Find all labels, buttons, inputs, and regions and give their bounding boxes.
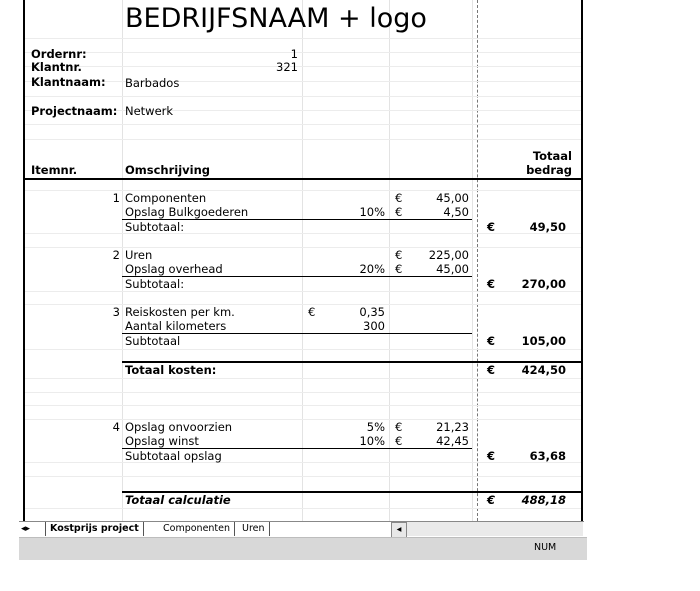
item-nr[interactable]: 2 xyxy=(112,248,120,262)
km-desc[interactable]: Aantal kilometers xyxy=(125,319,227,333)
project-value[interactable]: Netwerk xyxy=(125,104,174,118)
num-lock-indicator: NUM xyxy=(534,542,557,553)
currency-symbol: € xyxy=(395,248,403,262)
item-nr[interactable]: 1 xyxy=(112,191,120,205)
totaal-kosten-label: Totaal kosten: xyxy=(125,363,217,377)
sheet-tab-bar xyxy=(19,521,584,537)
gridline xyxy=(25,52,581,53)
opslag-pct[interactable]: 10% xyxy=(359,434,385,448)
order-label: Ordernr: xyxy=(31,47,87,61)
tab-scroll-first-icon[interactable]: ◂▸ xyxy=(21,524,31,534)
tab-componenten[interactable]: Componenten xyxy=(159,522,235,536)
subtotal-label: Subtotaal opslag xyxy=(125,449,222,463)
order-value[interactable]: 1 xyxy=(290,47,298,61)
currency-symbol: € xyxy=(308,305,316,319)
opslag-desc[interactable]: Opslag onvoorzien xyxy=(125,420,233,434)
item-nr[interactable]: 4 xyxy=(112,420,120,434)
gridline xyxy=(25,291,581,292)
gridline xyxy=(25,349,581,350)
item-desc[interactable]: Uren xyxy=(125,248,153,262)
km-value[interactable]: 300 xyxy=(363,319,385,333)
opslag-amount[interactable]: 4,50 xyxy=(443,205,469,219)
header-rule xyxy=(25,178,581,180)
gridline xyxy=(25,81,581,82)
opslag-amount[interactable]: 45,00 xyxy=(436,262,469,276)
opslag-pct[interactable]: 10% xyxy=(359,205,385,219)
currency-symbol: € xyxy=(487,449,496,463)
status-bar xyxy=(19,537,587,560)
subtotal-value[interactable]: 63,68 xyxy=(529,449,566,463)
currency-symbol: € xyxy=(487,493,496,507)
currency-symbol: € xyxy=(487,334,496,348)
gridline xyxy=(25,462,581,463)
klantnaam-value[interactable]: Barbados xyxy=(125,76,180,90)
currency-symbol: € xyxy=(487,220,496,234)
spreadsheet-grid[interactable] xyxy=(23,0,583,521)
column-header-omschrijving: Omschrijving xyxy=(125,163,211,177)
currency-symbol: € xyxy=(487,277,496,291)
subtotal-label: Subtotaal: xyxy=(125,220,185,234)
opslag-pct[interactable]: 5% xyxy=(366,420,385,434)
company-title: BEDRIJFSNAAM + logo xyxy=(125,3,427,34)
currency-symbol: € xyxy=(395,205,403,219)
klant-label: Klantnr. xyxy=(31,60,82,74)
subtotal-value[interactable]: 49,50 xyxy=(529,220,566,234)
currency-symbol: € xyxy=(395,434,403,448)
horizontal-scrollbar[interactable] xyxy=(407,522,583,536)
gridline xyxy=(25,476,581,477)
gridline xyxy=(389,0,390,521)
opslag-desc[interactable]: Opslag Bulkgoederen xyxy=(125,205,249,219)
subtotal-label: Subtotaal xyxy=(125,334,181,348)
gridline xyxy=(25,508,581,509)
page-break-line xyxy=(477,0,478,521)
gridline xyxy=(25,378,581,379)
subtotal-label: Subtotaal: xyxy=(125,277,185,291)
opslag-amount[interactable]: 21,23 xyxy=(436,420,469,434)
gridline xyxy=(25,233,581,234)
currency-symbol: € xyxy=(395,420,403,434)
opslag-pct[interactable]: 20% xyxy=(359,262,385,276)
gridline xyxy=(25,66,581,67)
opslag-desc[interactable]: Opslag winst xyxy=(125,434,199,448)
gridline xyxy=(25,38,581,39)
tab-kostprijs-project[interactable]: Kostprijs project xyxy=(45,522,144,536)
item-desc[interactable]: Componenten xyxy=(125,191,207,205)
item-nr[interactable]: 3 xyxy=(112,305,120,319)
subtotal-value[interactable]: 270,00 xyxy=(521,277,566,291)
project-label: Projectnaam: xyxy=(31,104,118,118)
opslag-amount[interactable]: 42,45 xyxy=(436,434,469,448)
gridline xyxy=(25,96,581,97)
gridline xyxy=(472,0,473,521)
column-header-bedrag: bedrag xyxy=(526,163,572,177)
currency-symbol: € xyxy=(395,262,403,276)
gridline xyxy=(25,392,581,393)
reis-desc[interactable]: Reiskosten per km. xyxy=(125,305,235,319)
totaal-calculatie-value[interactable]: 488,18 xyxy=(521,493,566,507)
item-amount[interactable]: 225,00 xyxy=(428,248,469,262)
gridline xyxy=(302,0,303,521)
tab-uren[interactable]: Uren xyxy=(238,522,270,536)
gridline xyxy=(25,139,581,140)
klant-value[interactable]: 321 xyxy=(276,60,298,74)
column-header-itemnr: Itemnr. xyxy=(31,163,78,177)
horizontal-scroll-left-icon[interactable]: ◂ xyxy=(391,522,407,538)
subtotal-value[interactable]: 105,00 xyxy=(521,334,566,348)
totaal-kosten-value[interactable]: 424,50 xyxy=(521,363,566,377)
currency-symbol: € xyxy=(395,191,403,205)
gridline xyxy=(122,0,123,521)
totaal-calculatie-label: Totaal calculatie xyxy=(125,493,231,507)
klantnaam-label: Klantnaam: xyxy=(31,75,106,89)
gridline xyxy=(25,124,581,125)
item-amount[interactable]: 45,00 xyxy=(436,191,469,205)
reis-rate[interactable]: 0,35 xyxy=(359,305,385,319)
opslag-desc[interactable]: Opslag overhead xyxy=(125,262,223,276)
currency-symbol: € xyxy=(487,363,496,377)
column-header-totaal: Totaal xyxy=(532,149,572,163)
gridline xyxy=(25,405,581,406)
